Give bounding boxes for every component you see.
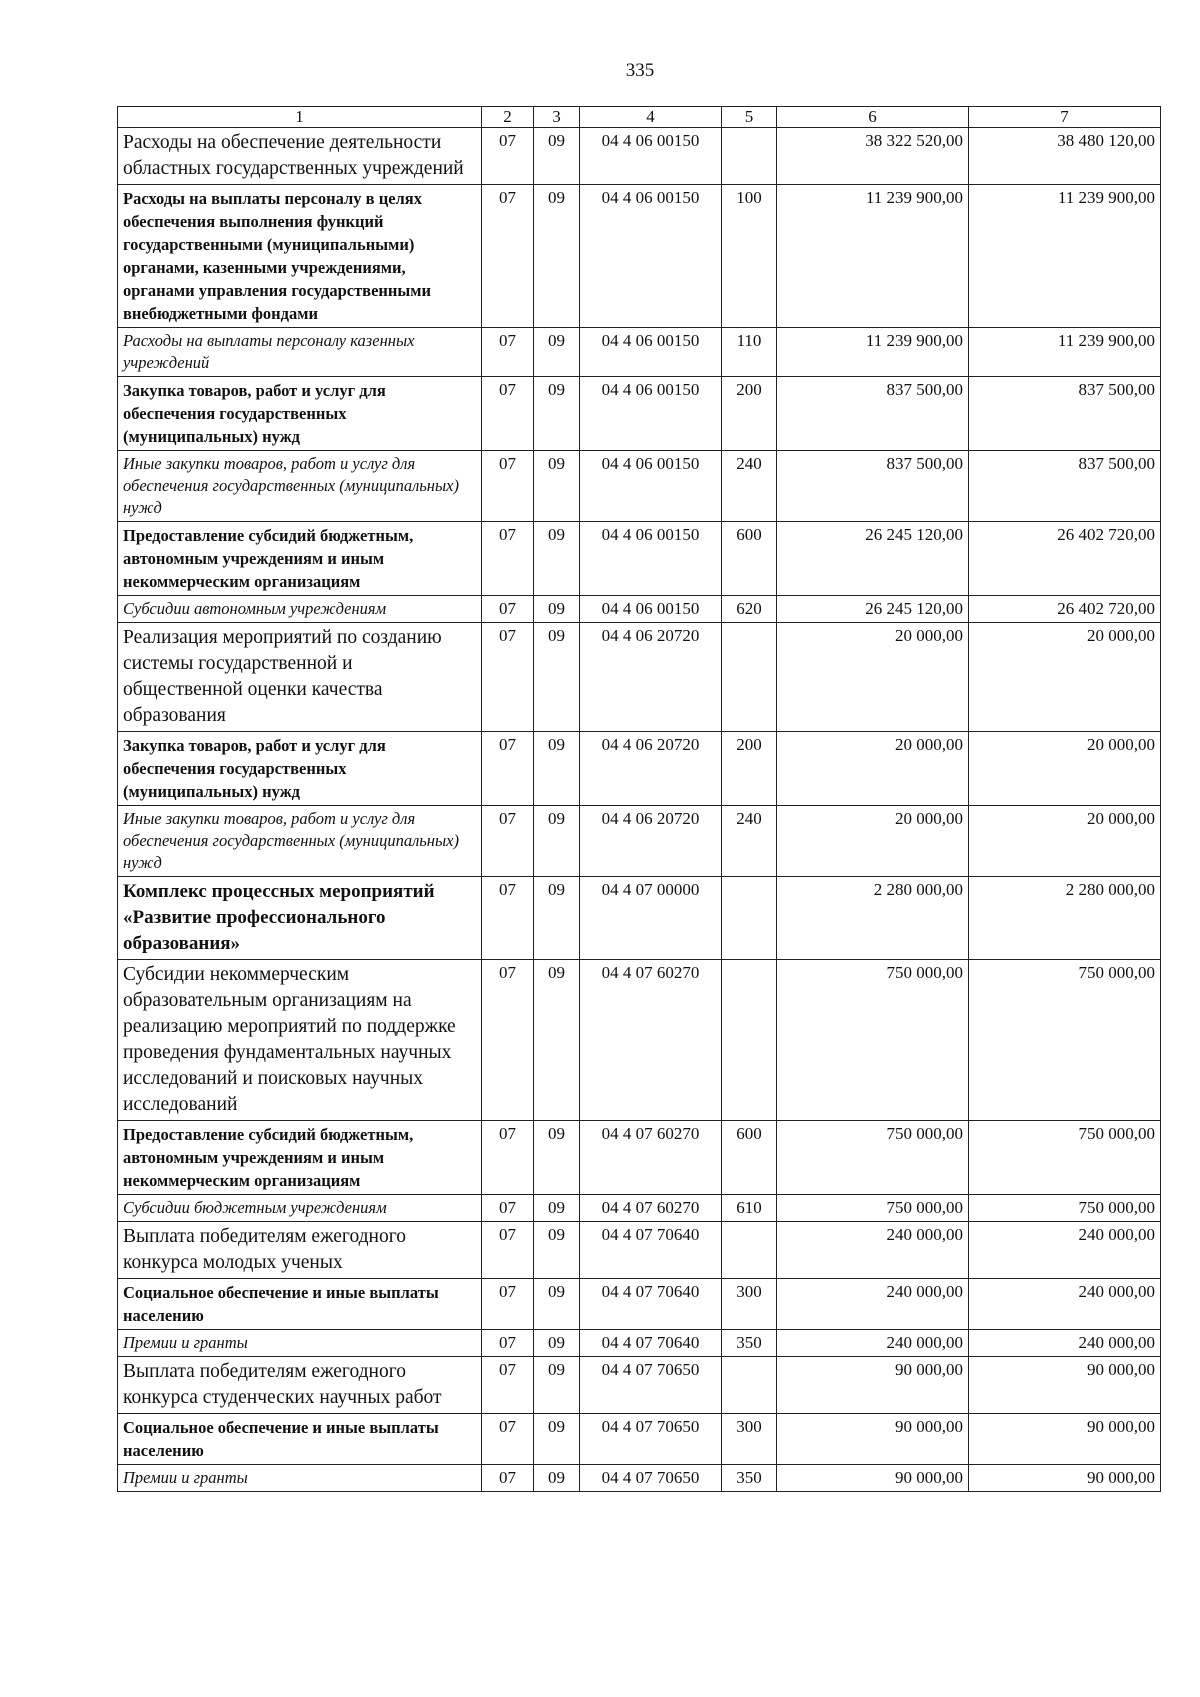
amount-year-2: 90 000,00 [969,1414,1161,1465]
column-header-7: 7 [969,107,1161,128]
row-name: Предоставление субсидий бюджетным, автономным учреждениям и иным некоммерческим организациям [118,1121,482,1195]
column-header-2: 2 [482,107,534,128]
expense-type-code: 240 [722,451,777,522]
amount-year-1: 20 000,00 [777,806,969,877]
amount-year-2: 26 402 720,00 [969,596,1161,623]
table-row [118,1465,1161,1492]
amount-year-1: 90 000,00 [777,1465,969,1492]
target-article-code: 04 4 06 00150 [580,185,722,328]
subsection-code: 09 [534,1121,580,1195]
table-row [118,960,1161,1121]
expense-type-code: 200 [722,377,777,451]
amount-year-2: 240 000,00 [969,1222,1161,1279]
section-code: 07 [482,1465,534,1492]
row-name: Социальное обеспечение и иные выплаты населению [118,1414,482,1465]
row-name: Закупка товаров, работ и услуг для обеспечения государственных (муниципальных) нужд [118,732,482,806]
table-row [118,732,1161,806]
subsection-code: 09 [534,596,580,623]
subsection-code: 09 [534,1465,580,1492]
expense-type-code: 600 [722,522,777,596]
row-name: Расходы на выплаты персоналу в целях обеспечения выполнения функций государственными (муниципальными) органами, казенными учреждениями, органами управления государственными внебюджетными фондами [118,185,482,328]
row-name: Социальное обеспечение и иные выплаты населению [118,1279,482,1330]
column-header-1: 1 [118,107,482,128]
target-article-code: 04 4 06 20720 [580,732,722,806]
table-row [118,451,1161,522]
target-article-code: 04 4 07 70650 [580,1465,722,1492]
amount-year-1: 20 000,00 [777,732,969,806]
target-article-code: 04 4 06 00150 [580,451,722,522]
row-name: Иные закупки товаров, работ и услуг для обеспечения государственных (муниципальных) нужд [118,451,482,522]
target-article-code: 04 4 06 20720 [580,806,722,877]
row-name: Субсидии некоммерческим образовательным организациям на реализацию мероприятий по поддержке проведения фундаментальных научных исследований и поисковых научных исследований [118,960,482,1121]
section-code: 07 [482,451,534,522]
subsection-code: 09 [534,623,580,732]
target-article-code: 04 4 06 00150 [580,128,722,185]
amount-year-2: 750 000,00 [969,1121,1161,1195]
column-header-6: 6 [777,107,969,128]
amount-year-2: 20 000,00 [969,806,1161,877]
table-row [118,1222,1161,1279]
target-article-code: 04 4 06 00150 [580,522,722,596]
table-row [118,128,1161,185]
target-article-code: 04 4 06 00150 [580,328,722,377]
amount-year-1: 750 000,00 [777,960,969,1121]
subsection-code: 09 [534,328,580,377]
section-code: 07 [482,877,534,960]
column-header-3: 3 [534,107,580,128]
subsection-code: 09 [534,128,580,185]
expense-type-code: 610 [722,1195,777,1222]
amount-year-2: 240 000,00 [969,1330,1161,1357]
target-article-code: 04 4 07 60270 [580,960,722,1121]
subsection-code: 09 [534,1357,580,1414]
amount-year-1: 837 500,00 [777,377,969,451]
subsection-code: 09 [534,1195,580,1222]
section-code: 07 [482,328,534,377]
section-code: 07 [482,1279,534,1330]
subsection-code: 09 [534,1222,580,1279]
amount-year-2: 837 500,00 [969,451,1161,522]
subsection-code: 09 [534,806,580,877]
row-name: Субсидии автономным учреждениям [118,596,482,623]
subsection-code: 09 [534,185,580,328]
amount-year-2: 38 480 120,00 [969,128,1161,185]
amount-year-2: 90 000,00 [969,1465,1161,1492]
page-number: 335 [625,60,655,81]
table-body [118,107,1161,1492]
section-code: 07 [482,806,534,877]
target-article-code: 04 4 07 70640 [580,1222,722,1279]
table-row [118,1414,1161,1465]
table-row [118,185,1161,328]
section-code: 07 [482,185,534,328]
expense-type-code: 600 [722,1121,777,1195]
subsection-code: 09 [534,732,580,806]
row-name: Комплекс процессных мероприятий «Развитие профессионального образования» [118,877,482,960]
table-row [118,877,1161,960]
amount-year-1: 20 000,00 [777,623,969,732]
section-code: 07 [482,377,534,451]
expense-type-code [722,1222,777,1279]
section-code: 07 [482,128,534,185]
expense-type-code: 240 [722,806,777,877]
amount-year-1: 240 000,00 [777,1279,969,1330]
amount-year-2: 26 402 720,00 [969,522,1161,596]
subsection-code: 09 [534,377,580,451]
subsection-code: 09 [534,1279,580,1330]
amount-year-1: 11 239 900,00 [777,328,969,377]
amount-year-2: 90 000,00 [969,1357,1161,1414]
section-code: 07 [482,1195,534,1222]
amount-year-1: 38 322 520,00 [777,128,969,185]
amount-year-2: 11 239 900,00 [969,185,1161,328]
amount-year-1: 750 000,00 [777,1121,969,1195]
target-article-code: 04 4 07 70650 [580,1357,722,1414]
row-name: Выплата победителям ежегодного конкурса молодых ученых [118,1222,482,1279]
amount-year-2: 20 000,00 [969,623,1161,732]
table-row [118,623,1161,732]
table-row [118,328,1161,377]
target-article-code: 04 4 07 70640 [580,1330,722,1357]
section-code: 07 [482,1414,534,1465]
amount-year-1: 2 280 000,00 [777,877,969,960]
table-row [118,1357,1161,1414]
section-code: 07 [482,623,534,732]
amount-year-2: 2 280 000,00 [969,877,1161,960]
target-article-code: 04 4 07 70650 [580,1414,722,1465]
subsection-code: 09 [534,877,580,960]
table-row [118,1195,1161,1222]
expense-type-code: 620 [722,596,777,623]
subsection-code: 09 [534,960,580,1121]
amount-year-2: 750 000,00 [969,960,1161,1121]
section-code: 07 [482,596,534,623]
column-header-5: 5 [722,107,777,128]
amount-year-2: 240 000,00 [969,1279,1161,1330]
amount-year-1: 90 000,00 [777,1357,969,1414]
table-row [118,596,1161,623]
subsection-code: 09 [534,1330,580,1357]
row-name: Предоставление субсидий бюджетным, автономным учреждениям и иным некоммерческим организациям [118,522,482,596]
amount-year-2: 837 500,00 [969,377,1161,451]
amount-year-1: 11 239 900,00 [777,185,969,328]
amount-year-1: 26 245 120,00 [777,522,969,596]
table-header-row [118,107,1161,128]
amount-year-1: 90 000,00 [777,1414,969,1465]
amount-year-2: 20 000,00 [969,732,1161,806]
table-row [118,1279,1161,1330]
target-article-code: 04 4 06 20720 [580,623,722,732]
target-article-code: 04 4 07 60270 [580,1121,722,1195]
expense-type-code: 100 [722,185,777,328]
expense-type-code [722,623,777,732]
table-row [118,806,1161,877]
target-article-code: 04 4 07 70640 [580,1279,722,1330]
section-code: 07 [482,1330,534,1357]
expense-type-code: 350 [722,1330,777,1357]
section-code: 07 [482,1222,534,1279]
table-row [118,377,1161,451]
target-article-code: 04 4 06 00150 [580,377,722,451]
row-name: Премии и гранты [118,1465,482,1492]
amount-year-2: 11 239 900,00 [969,328,1161,377]
row-name: Расходы на выплаты персоналу казенных учреждений [118,328,482,377]
table-row [118,522,1161,596]
section-code: 07 [482,960,534,1121]
row-name: Выплата победителям ежегодного конкурса студенческих научных работ [118,1357,482,1414]
row-name: Иные закупки товаров, работ и услуг для обеспечения государственных (муниципальных) нужд [118,806,482,877]
expense-type-code: 300 [722,1414,777,1465]
expense-type-code: 200 [722,732,777,806]
target-article-code: 04 4 06 00150 [580,596,722,623]
expense-type-code [722,877,777,960]
expense-type-code [722,960,777,1121]
expense-type-code: 300 [722,1279,777,1330]
subsection-code: 09 [534,451,580,522]
row-name: Субсидии бюджетным учреждениям [118,1195,482,1222]
budget-table [117,106,1161,1492]
section-code: 07 [482,522,534,596]
expense-type-code [722,128,777,185]
expense-type-code [722,1357,777,1414]
section-code: 07 [482,1121,534,1195]
amount-year-1: 837 500,00 [777,451,969,522]
row-name: Реализация мероприятий по созданию системы государственной и общественной оценки качества образования [118,623,482,732]
target-article-code: 04 4 07 60270 [580,1195,722,1222]
table-row [118,1330,1161,1357]
amount-year-1: 240 000,00 [777,1222,969,1279]
subsection-code: 09 [534,522,580,596]
row-name: Расходы на обеспечение деятельности областных государственных учреждений [118,128,482,185]
expense-type-code: 350 [722,1465,777,1492]
amount-year-1: 26 245 120,00 [777,596,969,623]
section-code: 07 [482,1357,534,1414]
table-row [118,1121,1161,1195]
amount-year-1: 750 000,00 [777,1195,969,1222]
subsection-code: 09 [534,1414,580,1465]
expense-type-code: 110 [722,328,777,377]
row-name: Закупка товаров, работ и услуг для обеспечения государственных (муниципальных) нужд [118,377,482,451]
column-header-4: 4 [580,107,722,128]
amount-year-1: 240 000,00 [777,1330,969,1357]
row-name: Премии и гранты [118,1330,482,1357]
section-code: 07 [482,732,534,806]
target-article-code: 04 4 07 00000 [580,877,722,960]
amount-year-2: 750 000,00 [969,1195,1161,1222]
